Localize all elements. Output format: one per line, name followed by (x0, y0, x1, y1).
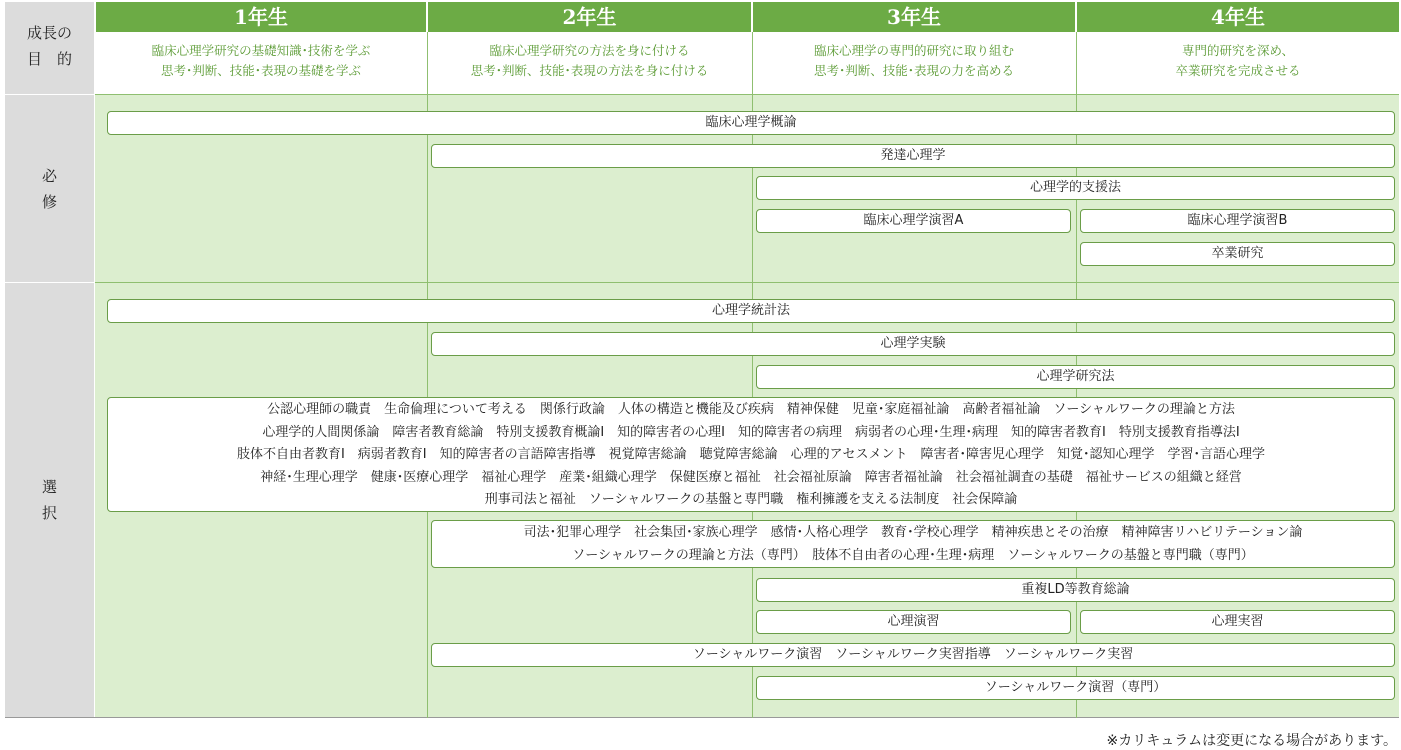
course-line: ソーシャルワークの理論と方法（専門） 肢体不自由者の心理･生理･病理 ソーシャルワークの基盤と専門職（専門） (572, 547, 1254, 563)
grid-line (95, 282, 1399, 283)
year-header-1: 1年生 (96, 2, 426, 32)
year-header-4: 4年生 (1077, 2, 1399, 32)
elective-course-group-1 (107, 397, 1395, 512)
course-clinical-seminar-b: 臨床心理学演習B (1080, 209, 1395, 233)
course-clinical-seminar-a: 臨床心理学演習A (756, 209, 1071, 233)
year-goal-1: 臨床心理学研究の基礎知識･技術を学ぶ 思考･判断、技能･表現の基礎を学ぶ (96, 32, 426, 94)
grid-line (95, 94, 1399, 95)
course-psychology-seminar: 心理演習 (756, 610, 1071, 634)
course-developmental-psychology: 発達心理学 (431, 144, 1395, 168)
course-line: 肢体不自由者教育Ⅰ 病弱者教育Ⅰ 知的障害者の言語障害指導 視覚障害総論 聴覚障害総論 心理的アセスメント 障害者･障害児心理学 知覚･認知心理学 学習･言語心理学 (236, 447, 1266, 462)
course-multiple-disabilities-education: 重複LD等教育総論 (756, 578, 1395, 602)
course-line: 心理学的人間関係論 障害者教育総論 特別支援教育概論Ⅰ 知的障害者の心理Ⅰ 知的障害者の病理 病弱者の心理･生理･病理 知的障害者教育Ⅰ 特別支援教育指導法Ⅰ (262, 424, 1240, 440)
course-psychological-support: 心理学的支援法 (756, 176, 1395, 200)
grid-line (1076, 32, 1077, 94)
elective-course-group-2 (431, 520, 1395, 568)
label-divider (5, 94, 94, 95)
goal-row-label: 成長の 目 的 (26, 24, 72, 68)
course-graduation-research: 卒業研究 (1080, 242, 1395, 266)
grid-line (427, 32, 428, 94)
curriculum-note: ※カリキュラムは変更になる場合があります。 (1106, 733, 1397, 749)
course-line: 神経･生理心理学 健康･医療心理学 福祉心理学 産業･組織心理学 保健医療と福祉 社会福祉原論 障害者福祉論 社会福祉調査の基礎 福祉サービスの組織と経営 (260, 469, 1242, 485)
year-goal-3: 臨床心理学の専門的研究に取り組む 思考･判断、技能･表現の力を高める (753, 32, 1075, 94)
grid-line (752, 32, 753, 94)
course-line: 公認心理師の職責 生命倫理について考える 関係行政論 人体の構造と機能及び疾病 精神保健 児童･家庭福祉論 高齢者福祉論 ソーシャルワークの理論と方法 (267, 402, 1235, 417)
elective-section-label: 選 択 (41, 478, 57, 522)
label-divider (5, 282, 94, 283)
course-clinical-psychology-intro: 臨床心理学概論 (107, 111, 1395, 135)
course-line: 刑事司法と福祉 ソーシャルワークの基盤と専門職 権利擁護を支える法制度 社会保障論 (484, 492, 1018, 507)
course-psychological-statistics: 心理学統計法 (107, 299, 1395, 323)
year-goal-4: 専門的研究を深め、 卒業研究を完成させる (1077, 32, 1399, 94)
course-psychology-research-methods: 心理学研究法 (756, 365, 1395, 389)
course-psychology-experiment: 心理学実験 (431, 332, 1395, 356)
required-section-label: 必 修 (41, 167, 57, 211)
course-social-work-practice: ソーシャルワーク演習 ソーシャルワーク実習指導 ソーシャルワーク実習 (431, 643, 1395, 667)
year-header-2: 2年生 (428, 2, 751, 32)
course-line: 司法･犯罪心理学 社会集団･家族心理学 感情･人格心理学 教育･学校心理学 精神疾患とその治療 精神障害リハビリテーション論 (523, 525, 1303, 540)
year-goal-2: 臨床心理学研究の方法を身に付ける 思考･判断、技能･表現の方法を身に付ける (428, 32, 751, 94)
course-social-work-seminar-pro: ソーシャルワーク演習（専門） (756, 676, 1395, 700)
year-header-3: 3年生 (753, 2, 1075, 32)
course-psychology-practicum: 心理実習 (1080, 610, 1395, 634)
label-column (5, 2, 94, 718)
grid-line (5, 717, 1399, 718)
